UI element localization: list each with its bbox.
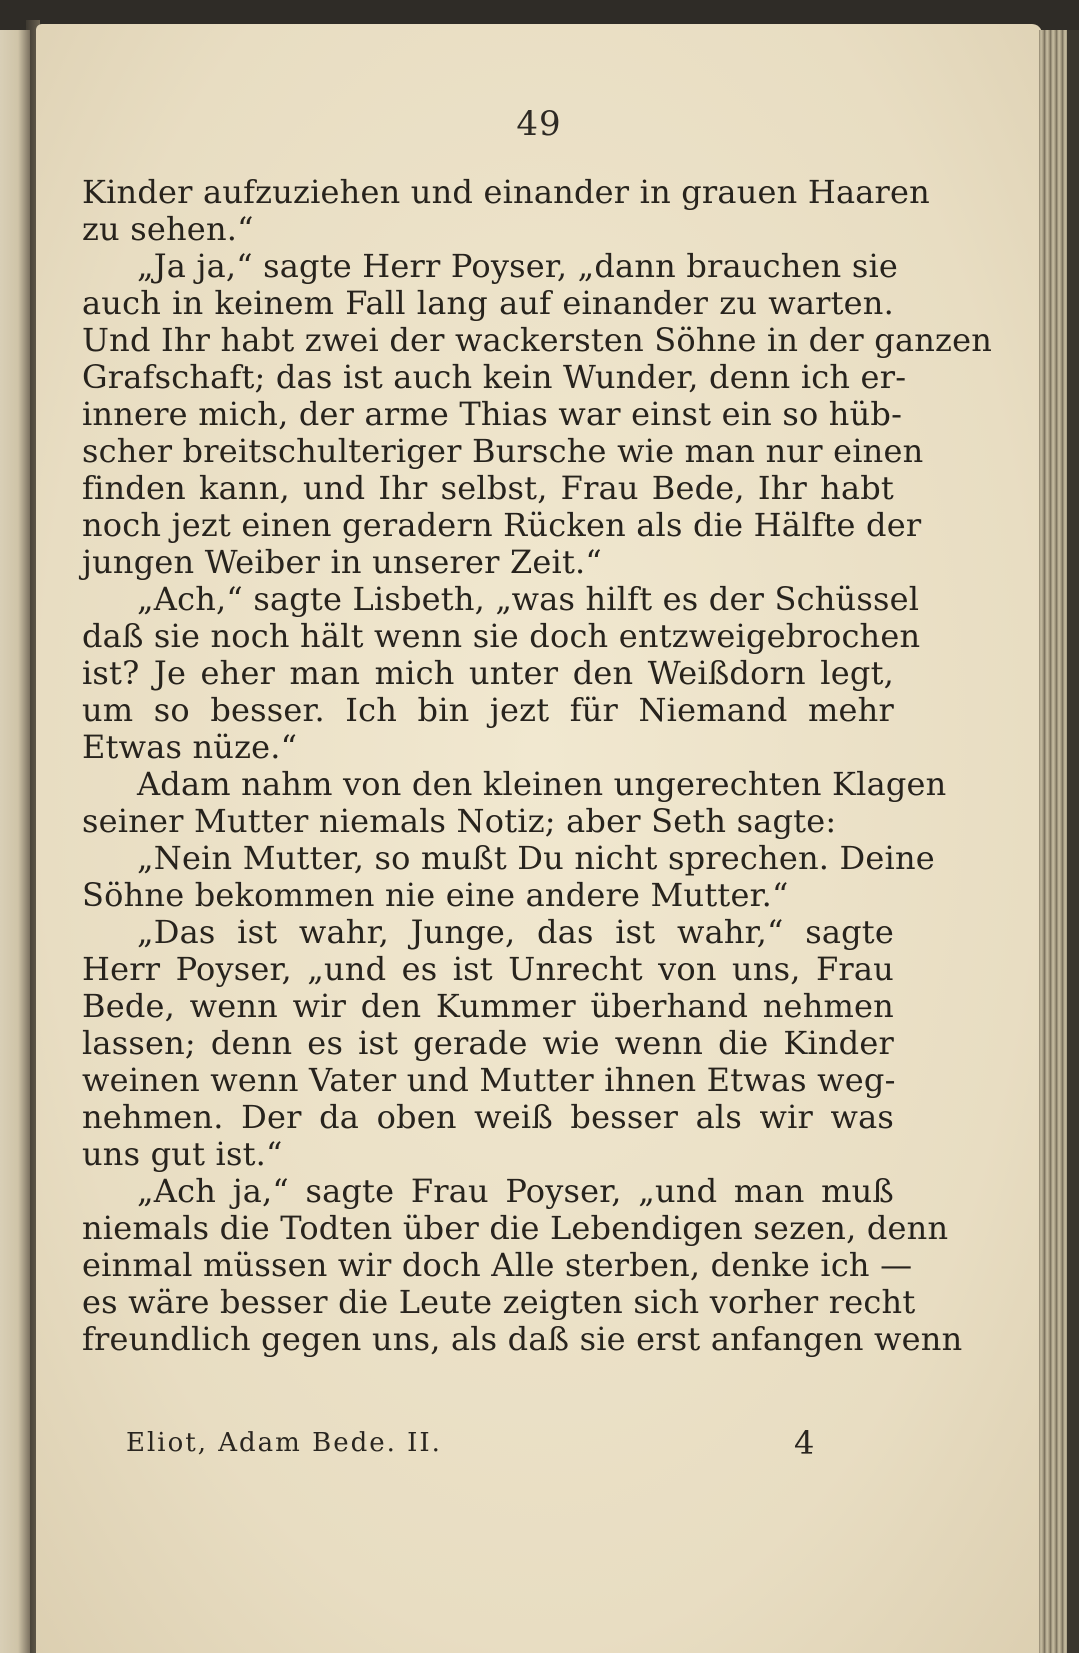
text-line: noch jezt einen geradern Rücken als die Hälfte der [82,506,922,544]
book-cover-edge [1067,30,1079,1653]
text-line: „Ach ja,“ sagte Frau Poyser, „und man muß [137,1172,894,1210]
sheet-number: 4 [794,1424,815,1462]
book-page [36,24,1042,1653]
text-line: „Nein Mutter, so mußt Du nicht sprechen. Deine [137,839,935,877]
text-line: auch in keinem Fall lang auf einander zu warten. [82,284,894,322]
text-line: lassen; denn es ist gerade wie wenn die Kinder [82,1024,894,1062]
text-line: seiner Mutter niemals Notiz; aber Seth sagte: [82,802,837,840]
text-line: es wäre besser die Leute zeigten sich vorher recht [82,1283,916,1321]
text-line: innere mich, der arme Thias war einst ein so hüb- [82,395,903,433]
text-line: Adam nahm von den kleinen ungerechten Klagen [137,765,947,803]
text-line: „Ach,“ sagte Lisbeth, „was hilft es der Schüssel [137,580,920,618]
text-line: „Ja ja,“ sagte Herr Poyser, „dann brauchen sie [137,247,899,285]
text-line: ist? Je eher man mich unter den Weißdorn legt, [82,654,894,692]
text-line: Kinder aufzuziehen und einander in grauen Haaren [82,173,930,211]
text-line: zu sehen.“ [82,210,254,248]
text-line: finden kann, und Ihr selbst, Frau Bede, Ihr habt [82,469,894,507]
body-text [82,173,993,1358]
page-number: 49 [516,104,562,144]
text-line: Etwas nüze.“ [82,728,298,766]
text-line: niemals die Todten über die Lebendigen sezen, denn [82,1209,949,1247]
text-line: Und Ihr habt zwei der wackersten Söhne in der ganzen [82,321,993,359]
page-footer [82,1424,894,1468]
text-line: weinen wenn Vater und Mutter ihnen Etwas weg- [82,1061,896,1099]
text-line: Grafschaft; das ist auch kein Wunder, denn ich er- [82,358,907,396]
text-line: Herr Poyser, „und es ist Unrecht von uns, Frau [82,950,894,988]
text-line: nehmen. Der da oben weiß besser als wir was [82,1098,894,1136]
text-line: jungen Weiber in unserer Zeit.“ [82,543,602,581]
text-line: „Das ist wahr, Junge, das ist wahr,“ sagte [137,913,894,951]
text-line: uns gut ist.“ [82,1135,283,1173]
text-line: scher breitschulteriger Bursche wie man nur einen [82,432,924,470]
text-line: um so besser. Ich bin jezt für Niemand mehr [82,691,894,729]
text-line: freundlich gegen uns, als daß sie erst anfangen wenn [82,1320,963,1358]
text-line: Söhne bekommen nie eine andere Mutter.“ [82,876,789,914]
facing-page-edge [0,30,30,1653]
text-line: daß sie noch hält wenn sie doch entzweigebrochen [82,617,921,655]
printer-signature: Eliot, Adam Bede. II. [126,1428,442,1458]
text-line: Bede, wenn wir den Kummer überhand nehmen [82,987,894,1025]
text-line: einmal müssen wir doch Alle sterben, denke ich — [82,1246,913,1284]
